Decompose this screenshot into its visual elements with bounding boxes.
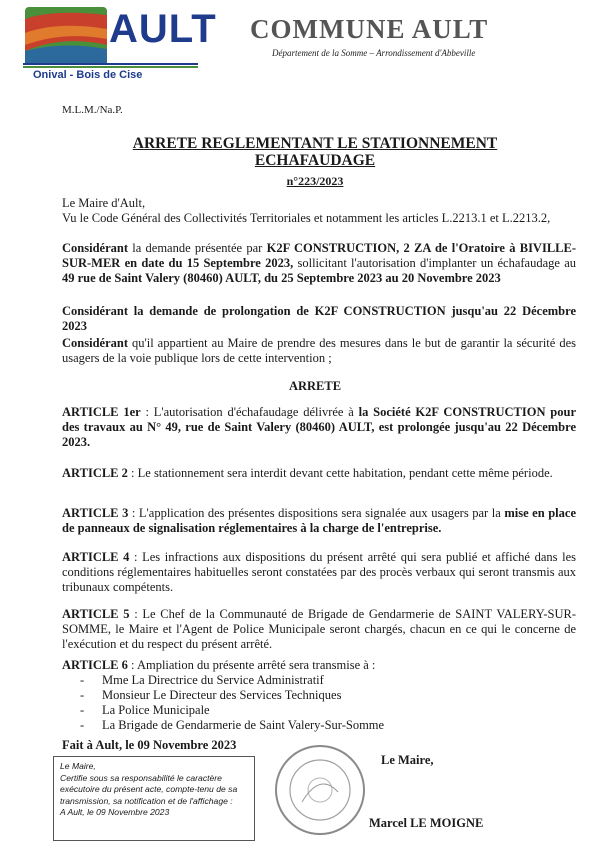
- article-1: ARTICLE 1er : L'autorisation d'échafaudage délivrée à la Société K2F CONSTRUCTION pour des travaux au N° 49, rue de Saint Valery (80460) AULT, est prolongée jusqu'au 22 Décembre 2023.: [62, 405, 576, 449]
- reference-code: M.L.M./Na.P.: [62, 104, 123, 116]
- article-3: ARTICLE 3 : L'application des présentes dispositions sera signalée aux usagers par la mise en place de panneaux de signalisation réglementaires à la charge de l'entreprise.: [62, 506, 576, 535]
- logo-word: AULT: [109, 7, 217, 51]
- list-item: - Mme La Directrice du Service Administratif: [80, 673, 324, 687]
- ault-logo: [23, 5, 217, 87]
- arrete-heading: ARRETE: [288, 379, 342, 393]
- note-body: Certifie sous sa responsabilité le caractère exécutoire du présent acte, compte-tenu de sa transmission, sa notification et de l'affichage :: [60, 772, 238, 806]
- signature-title: Le Maire,: [381, 753, 434, 767]
- commune-title: COMMUNE AULT: [250, 14, 489, 44]
- preamble-considerant-1: Considérant la demande présentée par K2F CONSTRUCTION, 2 ZA de l'Oratoire à BIVILLE-SUR-MER en date du 15 Septembre 2023, sollicitant l'autorisation d'implanter un échafaudage au 49 rue de Saint Valery (80460) AULT, du 25 Septembre 2023 au 20 Novembre 2023: [62, 241, 576, 285]
- recipient-list: [80, 673, 384, 733]
- article-6: ARTICLE 6 : Ampliation du présente arrêté sera transmise à :: [62, 658, 376, 672]
- certification-note: [53, 756, 255, 841]
- list-item: - La Police Municipale: [80, 703, 210, 717]
- preamble-vu: Vu le Code Général des Collectivités Territoriales et notamment les articles L.2213.1 et L.2213.2,: [62, 211, 551, 225]
- document-number: n°223/2023: [286, 174, 344, 188]
- preamble-maire: Le Maire d'Ault,: [62, 196, 146, 210]
- place-date: Fait à Ault, le 09 Novembre 2023: [62, 738, 237, 752]
- article-4: ARTICLE 4 : Les infractions aux dispositions du présent arrêté qui sera publié et affiché dans les conditions réglementaires habituelles seront constatées par des procès verbaux qui seront transmis aux tribunaux compétents.: [62, 550, 576, 594]
- article-5: ARTICLE 5 : Le Chef de la Communauté de Brigade de Gendarmerie de SAINT VALERY-SUR-SOMME, le Maire et l'Agent de Police Municipale seront chargés, chacun en ce qui le concerne de l'exécution et du respect du présent arrêté.: [62, 607, 576, 651]
- mairie-stamp: [272, 742, 368, 838]
- department-line: Département de la Somme – Arrondissement d'Abbeville: [272, 48, 476, 58]
- signature-name: Marcel LE MOIGNE: [369, 816, 484, 830]
- document-title-line1: ARRETE REGLEMENTANT LE STATIONNEMENT: [132, 135, 498, 152]
- article-2: ARTICLE 2 : Le stationnement sera interdit devant cette habitation, pendant cette même période.: [62, 466, 553, 480]
- list-item: - La Brigade de Gendarmerie de Saint Valery-Sur-Somme: [80, 718, 385, 732]
- note-title: Le Maire,: [60, 761, 96, 771]
- preamble-considerant-3: Considérant qu'il appartient au Maire de prendre des mesures dans le but de garantir la sécurité des usagers de la voie publique lors de cette intervention ;: [62, 336, 576, 365]
- logo-subtitle: Onival - Bois de Cise: [33, 69, 143, 81]
- note-date: A Ault, le 09 Novembre 2023: [60, 807, 170, 817]
- list-item: - Monsieur Le Directeur des Services Techniques: [80, 688, 342, 702]
- document-title-line2: ECHAFAUDAGE: [254, 152, 376, 169]
- preamble-considerant-2: Considérant la demande de prolongation de K2F CONSTRUCTION jusqu'au 22 Décembre 2023: [62, 304, 576, 333]
